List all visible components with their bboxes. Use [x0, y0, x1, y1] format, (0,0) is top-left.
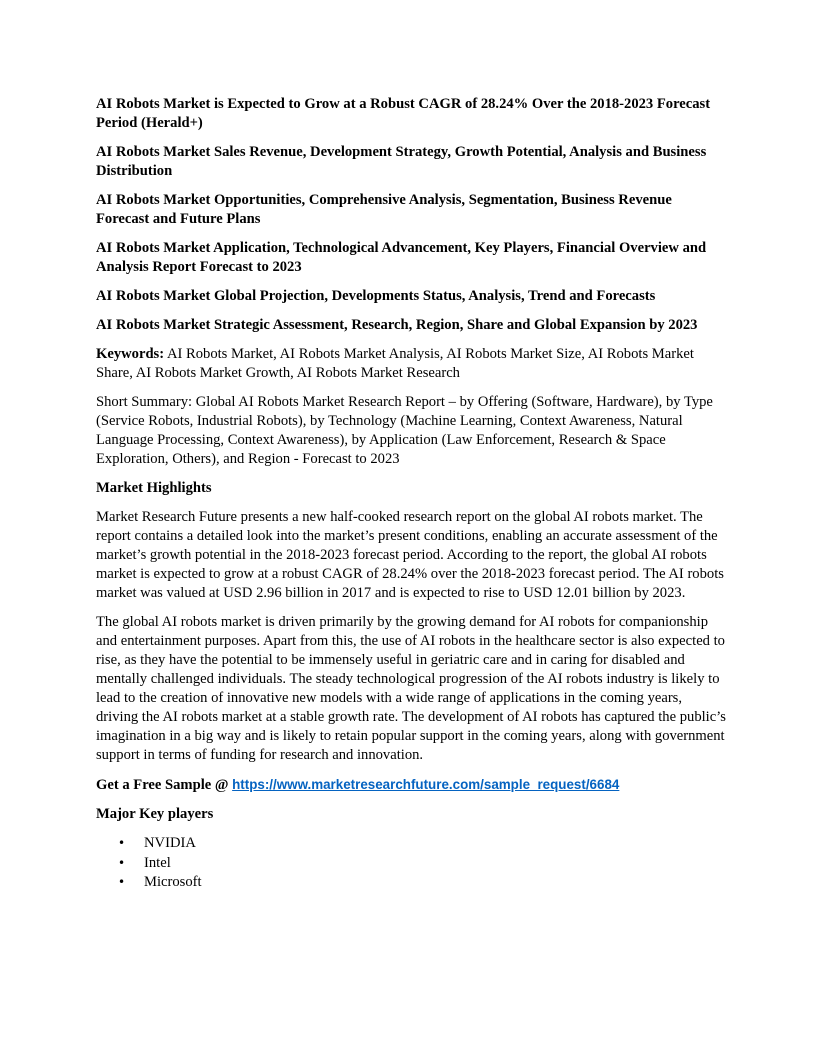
list-item — [118, 873, 726, 893]
key-player-name: Intel — [144, 854, 171, 871]
headline-5: AI Robots Market Global Projection, Developments Status, Analysis, Trend and Forecasts — [96, 288, 656, 304]
headline-4: AI Robots Market Application, Technological Advancement, Key Players, Financial Overview and Analysis Report Forecast to 2023 — [96, 240, 707, 275]
bullet-icon: • — [118, 875, 126, 889]
list-item — [118, 854, 726, 874]
bullet-icon: • — [118, 836, 126, 850]
bullet-icon: • — [118, 855, 126, 870]
market-highlights-paragraph-1: Market Research Future presents a new half-cooked research report on the global AI robots market. The report contains a detailed look into the market’s present conditions, enabling an accurate assessment of the market’s growth potential in the 2018-2023 forecast period. According to the report, the global AI robots market is expected to grow at a robust CAGR of 28.24% over the 2018-2023 forecast period. The AI robots market was valued at USD 2.96 billion in 2017 and is expected to rise to USD 12.01 billion by 2023. — [96, 509, 724, 601]
headline-2: AI Robots Market Sales Revenue, Development Strategy, Growth Potential, Analysis and Business Distribution — [96, 144, 707, 179]
list-item — [118, 834, 726, 854]
market-highlights-paragraph-2: The global AI robots market is driven primarily by the growing demand for AI robots for companionship and entertainment purposes. Apart from this, the use of AI robots in the healthcare sector is also expected to rise, as they have the potential to be immensely useful in geriatric care and in caring for disabled and mentally challenged individuals. The steady technological progression of the AI robots industry is likely to lead to the creation of innovative new models with a wide range of applications in the coming years, driving the AI robots market at a stable growth rate. The development of AI robots has captured the public’s imagination in a big way and is likely to retain popular support in the coming years, along with government support in terms of funding for research and innovation. — [96, 614, 726, 763]
free-sample-label: Get a Free Sample @ — [96, 777, 233, 793]
key-player-name: Microsoft — [144, 874, 202, 890]
keywords-paragraph — [96, 345, 726, 383]
headline-1: AI Robots Market is Expected to Grow at a Robust CAGR of 28.24% Over the 2018-2023 Forecast Period (Herald+) — [96, 96, 711, 131]
key-players-title: Major Key players — [96, 806, 214, 822]
key-players-list — [96, 834, 726, 893]
key-player-name: NVIDIA — [144, 835, 196, 851]
keywords-label: Keywords: — [96, 346, 165, 362]
headline-6: AI Robots Market Strategic Assessment, Research, Region, Share and Global Expansion by 2023 — [96, 317, 698, 333]
short-summary: Short Summary: Global AI Robots Market Research Report – by Offering (Software, Hardware), by Type (Service Robots, Industrial Robots), by Technology (Machine Learning, Context Awareness, Natural Language Processing, Context Awareness), by Application (Law Enforcement, Research & Space Exploration, Others), and Region - Forecast to 2023 — [96, 394, 713, 467]
free-sample-line — [96, 775, 726, 795]
market-highlights-title: Market Highlights — [96, 480, 212, 496]
headline-3: AI Robots Market Opportunities, Comprehensive Analysis, Segmentation, Business Revenue Forecast and Future Plans — [96, 192, 672, 227]
document-page — [96, 95, 726, 893]
free-sample-link[interactable]: https://www.marketresearchfuture.com/sample_request/6684 — [232, 777, 620, 792]
keywords-text: AI Robots Market, AI Robots Market Analysis, AI Robots Market Size, AI Robots Market Share, AI Robots Market Growth, AI Robots Market Research — [96, 346, 694, 381]
